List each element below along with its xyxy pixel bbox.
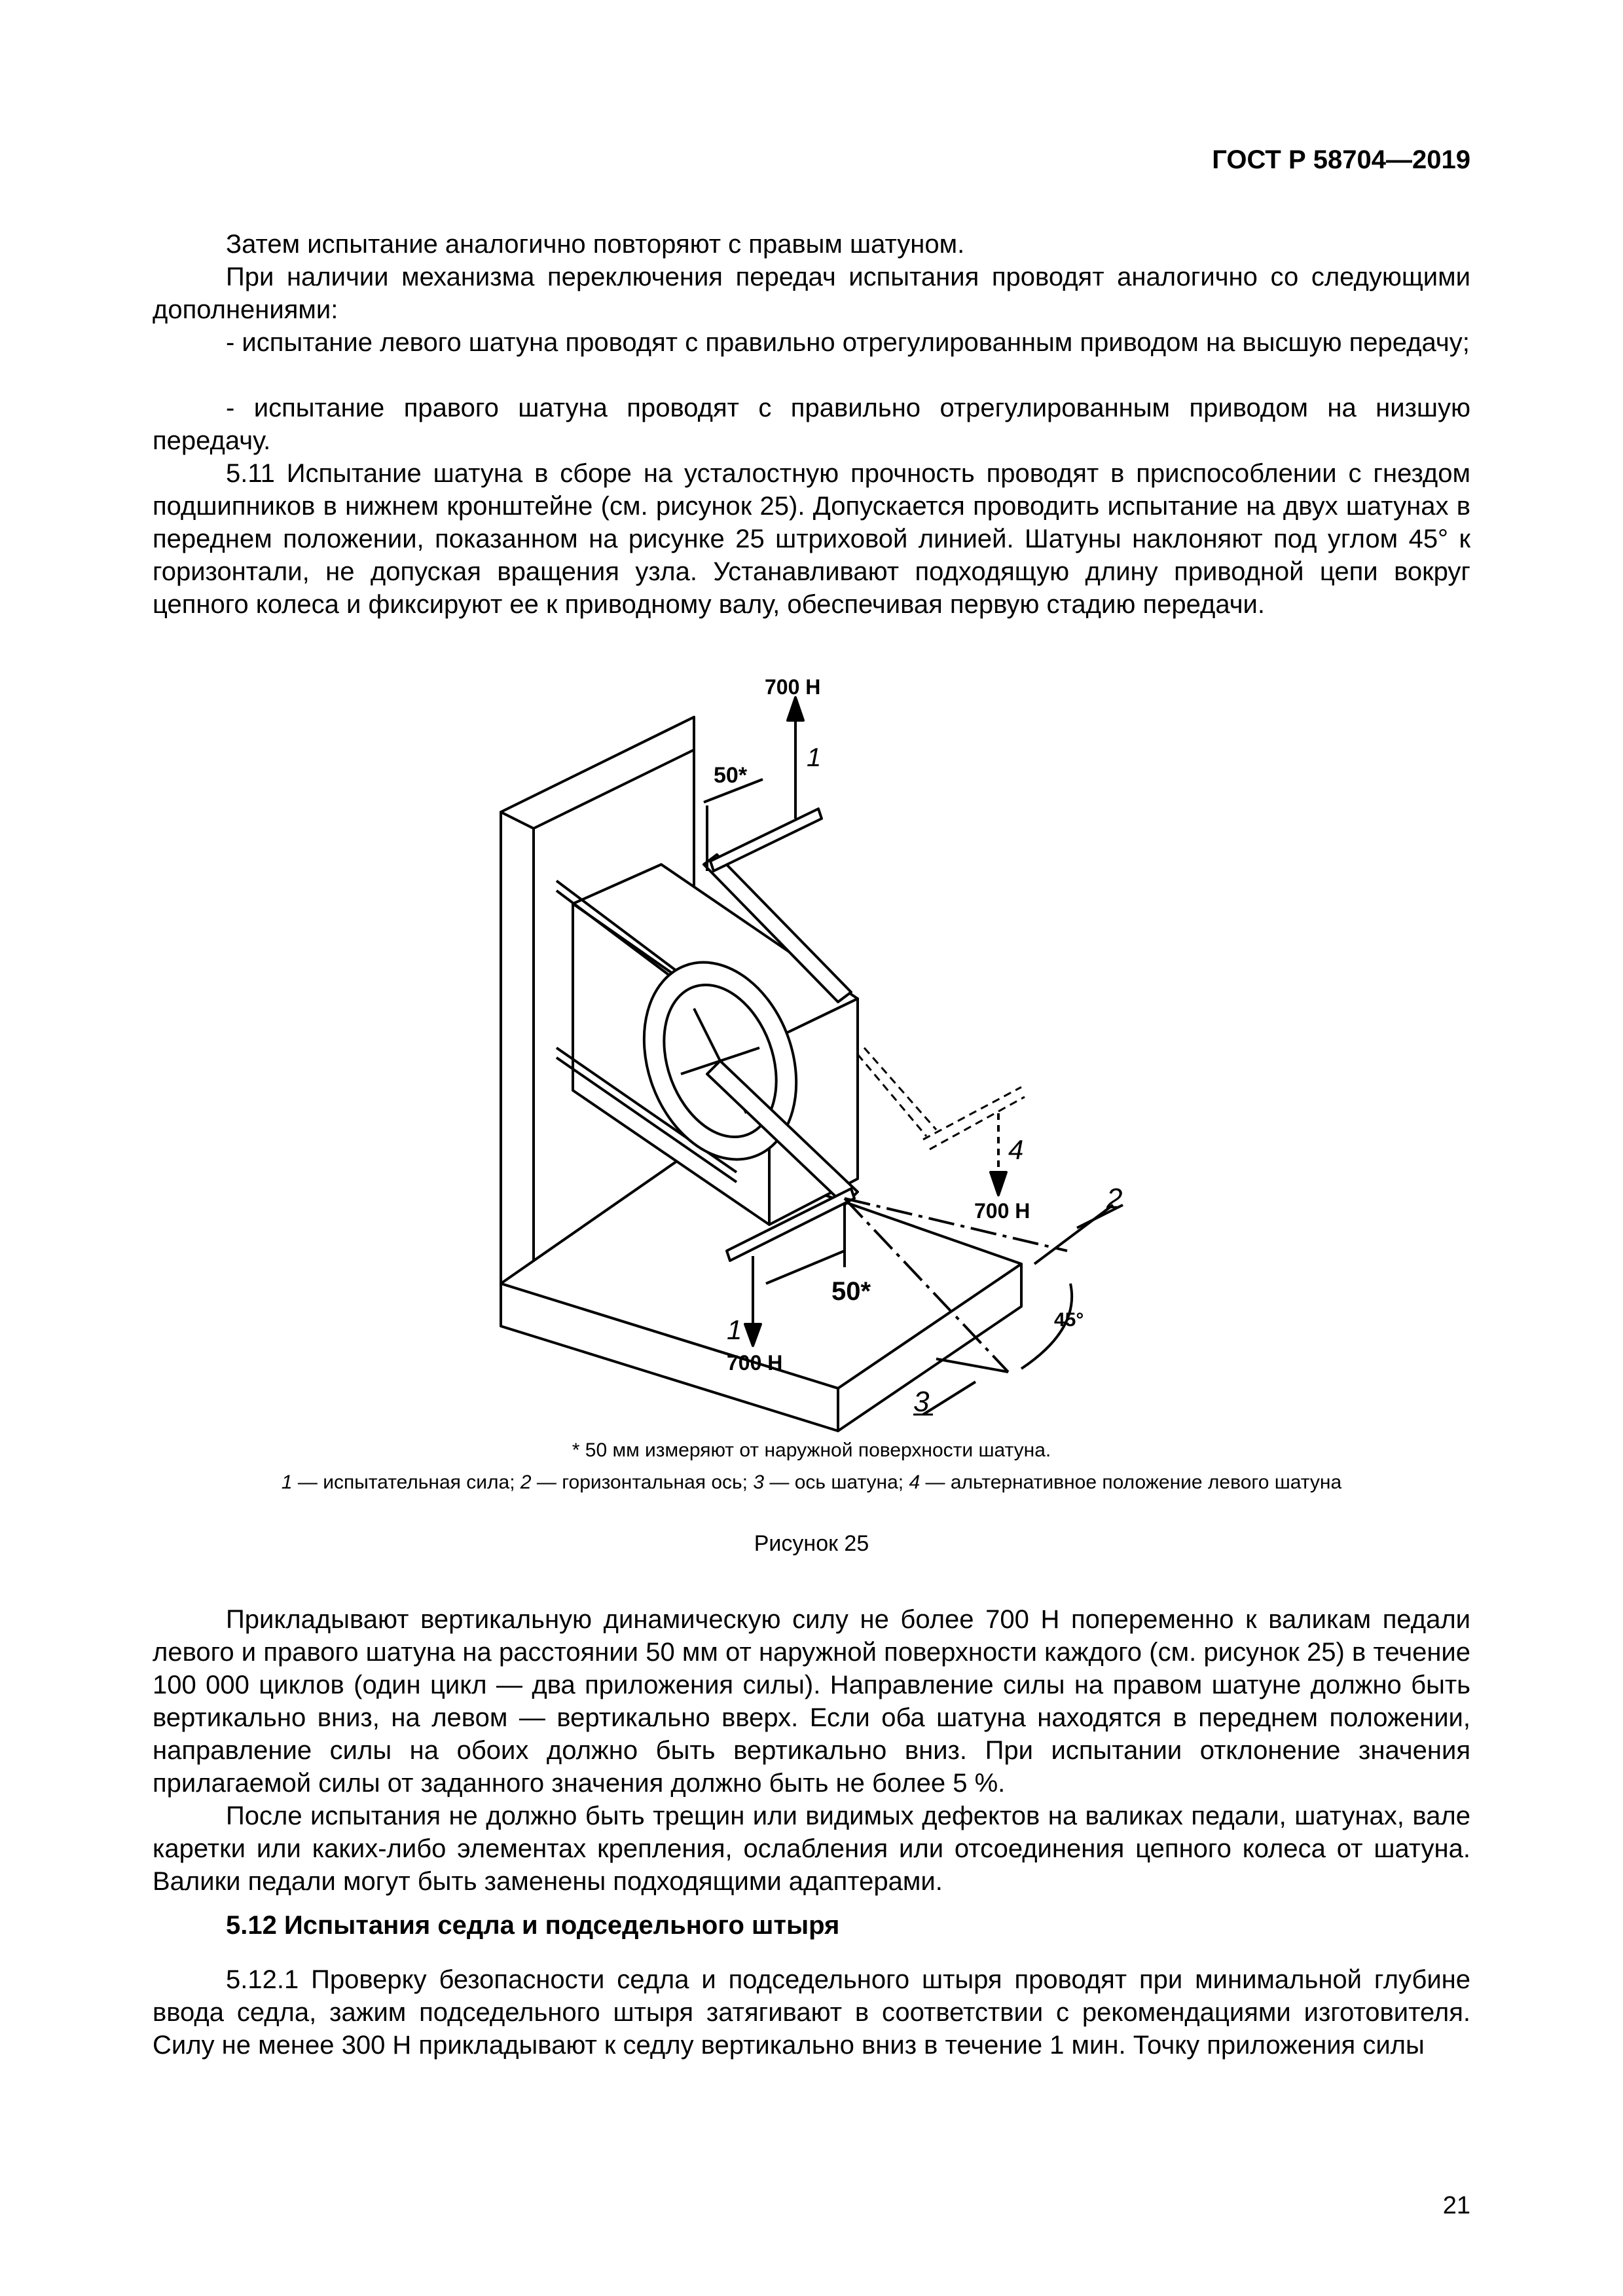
angle-label: 45° <box>1054 1309 1084 1331</box>
force-label-top: 700 Н <box>765 675 821 699</box>
paragraph: После испытания не должно быть трещин или видимых дефектов на валиках педали, шатунах, вале каретки или каких-либо элементах крепления, ослабления или отсоединения цепного колеса от шатуна. Валики педали могут быть заменены подходящими адаптерами. <box>153 1802 1470 1896</box>
pedal-spindle-top <box>710 809 822 871</box>
force-label-bottom: 700 Н <box>727 1351 783 1375</box>
back-plate-side <box>501 812 534 1300</box>
paragraph: Прикладывают вертикальную динамическую силу не более 700 Н попеременно к валикам педали левого и правого шатуна на расстоянии 50 мм от наружной поверхности каждого (см. рисунок 25) в течение 100 000 циклов (один цикл — два приложения силы). Направление силы на правом шатуне должно быть вертикально вниз, на левом — вертикально вверх. Если оба шатуна находятся в переднем положении, направление силы на обоих должно быть вертикально вниз. При испытании отклонение значения прилагаемой силы от заданного значения должно быть не более 5 %. <box>153 1605 1470 1798</box>
item-3: 3 <box>913 1386 930 1418</box>
dim-label-bottom: 50* <box>831 1277 871 1306</box>
legend-t2: — горизонтальная ось; <box>531 1472 754 1493</box>
figure-title: Рисунок 25 <box>754 1531 869 1556</box>
paragraph-5-12-1: 5.12.1 Проверку безопасности седла и подседельного штыря проводят при минимальной глубине ввода седла, зажим подседельного штыря затягивают в соответствии с рекомендациями изготовителя. Силу не менее 300 Н прикладывают к седлу вертикально вниз в течение 1 мин. Точку приложения силы <box>153 1965 1470 2060</box>
item-4: 4 <box>1008 1134 1024 1165</box>
legend-n3: 3 <box>753 1472 765 1493</box>
legend-n4: 4 <box>909 1472 921 1493</box>
paragraph: При наличии механизма переключения передач испытания проводят аналогично со следующими дополнениями: <box>153 263 1470 324</box>
item-1-top: 1 <box>807 743 822 772</box>
legend-t1: — испытательная сила; <box>292 1472 520 1493</box>
list-item: - испытание правого шатуна проводят с правильно отрегулированным приводом на низшую передачу. <box>153 394 1470 455</box>
legend-n1: 1 <box>281 1472 293 1493</box>
list-item: - испытание левого шатуна проводят с правильно отрегулированным приводом на высшую передачу; <box>226 328 1470 357</box>
legend-n2: 2 <box>520 1472 532 1493</box>
item-1-bottom: 1 <box>727 1314 742 1345</box>
figure-note: * 50 мм измеряют от наружной поверхности шатуна. <box>572 1439 1051 1461</box>
paragraph: Затем испытание аналогично повторяют с правым шатуном. <box>226 230 965 259</box>
paragraph-5-11: 5.11 Испытание шатуна в сборе на усталостную прочность проводят в приспособлении с гнездом подшипников в нижнем кронштейне (см. рисунок 25). Допускается проводить испытание на двух шатунах в переднем положении, показанном на рисунке 25 штриховой линией. Шатуны наклоняют под углом 45° к горизонтали, не допуская вращения узла. Устанавливают подходящую длину приводной цепи вокруг цепного колеса и фиксируют ее к приводному валу, обеспечивая первую стадию передачи. <box>153 459 1470 619</box>
dim-label-top: 50* <box>714 763 748 788</box>
section-heading-5-12: 5.12 Испытания седла и подседельного штыря <box>226 1911 840 1940</box>
item-2: 2 <box>1106 1183 1123 1215</box>
document-header: ГОСТ Р 58704—2019 <box>1212 145 1470 174</box>
force-label-right: 700 Н <box>974 1199 1030 1223</box>
legend-t3: — ось шатуна; <box>764 1472 909 1493</box>
legend-t4: — альтернативное положение левого шатуна <box>920 1472 1342 1493</box>
page-number: 21 <box>1442 2192 1470 2219</box>
figure-legend <box>153 1472 1470 1494</box>
